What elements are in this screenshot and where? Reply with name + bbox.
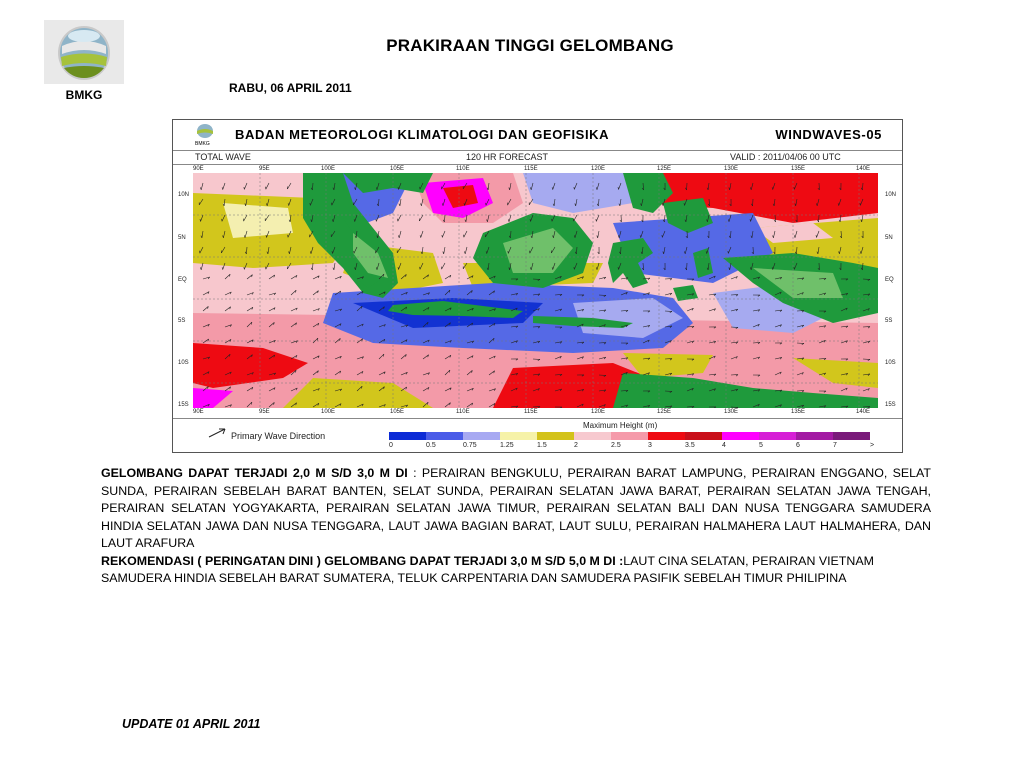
wave-2-3m-areas: : PERAIRAN BENGKULU, PERAIRAN BARAT LAMPUNG, PERAIRAN ENGGANO, SELAT SUNDA, PERAIRAN SEBELAH BARAT BANTEN, SELAT SUNDA, PERAIRAN SELATAN JAWA BARAT, PERAIRAN SELATAN JAWA TENGAH, PERAIRAN SELATAN YOGYAKARTA, PERAIRAN SELATAN JAWA TIMUR, PERAIRAN SELATAN BALI DAN NUSA TENGGARA SAMUDERA HINDIA SELATAN JAWA DAN NUSA TENGGARA, LAUT JAWA BAGIAN BARAT, LAUT SULU, PERAIRAN HALMAHERA LAUT HALMAHERA, DAN LAUT ARAFURA — [101, 466, 931, 550]
wave-height-field — [193, 173, 878, 408]
lon-label: 90E — [193, 166, 204, 172]
lon-label: 125E — [657, 409, 672, 415]
lon-label: 105E — [390, 409, 405, 415]
lon-label: 115E — [524, 409, 538, 415]
wave-direction-arrow-icon — [207, 427, 229, 439]
page-title: PRAKIRAAN TINGGI GELOMBANG — [386, 36, 674, 55]
legend-swatch — [611, 432, 648, 440]
lon-label: 90E — [193, 409, 204, 415]
lon-label: 120E — [591, 409, 606, 415]
lat-label: 10S — [178, 360, 189, 366]
legend-swatch — [685, 432, 722, 440]
paragraph-warning — [101, 553, 931, 571]
legend-tick-label: 3 — [648, 442, 652, 449]
forecast-date: RABU, 06 APRIL 2011 — [229, 81, 352, 95]
lon-label: 135E — [791, 409, 806, 415]
mini-logo-label: BMKG — [195, 141, 210, 147]
bmkg-logo — [44, 20, 124, 84]
legend-swatch — [537, 432, 574, 440]
forecast-text — [101, 465, 931, 588]
legend-swatch — [389, 432, 426, 440]
lon-label: 110E — [456, 166, 470, 172]
mini-bmkg-logo-icon — [193, 123, 217, 141]
lat-label: 15S — [885, 402, 896, 408]
legend-title: Maximum Height (m) — [583, 421, 658, 430]
legend-color-bar — [389, 432, 870, 440]
legend-tick-label: 5 — [759, 442, 763, 449]
legend-tick-label: 1.25 — [500, 442, 514, 449]
lat-label: 10N — [885, 192, 897, 198]
lon-label: 95E — [259, 409, 270, 415]
lon-label: 125E — [657, 166, 672, 172]
forecast-caption: 120 HR FORECAST — [466, 152, 549, 162]
legend-swatch — [648, 432, 685, 440]
product-name: WINDWAVES-05 — [775, 127, 882, 142]
legend-swatch — [759, 432, 796, 440]
logo-label: BMKG — [65, 88, 103, 102]
wave-2-3m-heading: GELOMBANG DAPAT TERJADI 2,0 M S/D 3,0 M DI — [101, 466, 408, 480]
legend-tick-label: > — [870, 442, 875, 449]
legend-swatch — [722, 432, 759, 440]
lon-label: 115E — [524, 166, 538, 172]
legend-tick-label: 7 — [833, 442, 837, 449]
bmkg-globe-logo — [56, 24, 112, 82]
legend-swatch — [574, 432, 611, 440]
lon-label: 95E — [259, 166, 270, 172]
lon-label: 130E — [724, 166, 739, 172]
legend-swatch — [426, 432, 463, 440]
legend-tick-label: 3.5 — [685, 442, 695, 449]
legend-swatch — [833, 432, 870, 440]
legend-tick-label: 4 — [722, 442, 726, 449]
lon-label: 135E — [791, 166, 806, 172]
legend-tick-label: 0.75 — [463, 442, 477, 449]
valid-caption: VALID : 2011/04/06 00 UTC — [730, 152, 841, 162]
lon-label: 100E — [321, 409, 336, 415]
lon-label: 120E — [591, 166, 606, 172]
lat-label: 15S — [178, 402, 189, 408]
lon-label: 140E — [856, 166, 871, 172]
warning-heading: REKOMENDASI ( PERINGATAN DINI ) GELOMBANG DAPAT TERJADI 3,0 M S/D 5,0 M DI : — [101, 553, 624, 568]
legend-tick-label: 6 — [796, 442, 800, 449]
legend-tick-label: 1.5 — [537, 442, 547, 449]
lat-label: 10N — [178, 192, 190, 198]
legend-swatch — [796, 432, 833, 440]
legend-swatch — [463, 432, 500, 440]
legend-tick-label: 0.5 — [426, 442, 436, 449]
legend-tick-label: 2 — [574, 442, 578, 449]
paragraph-warning-areas-2: SAMUDERA HINDIA SEBELAH BARAT SUMATERA, TELUK CARPENTARIA DAN SAMUDERA PASIFIK SEBELAH TIMUR PHILIPINA — [101, 571, 847, 585]
legend-tick-label: 0 — [389, 442, 393, 449]
lat-label: 5N — [885, 235, 893, 241]
warning-areas: LAUT CINA SELATAN, PERAIRAN VIETNAM — [623, 553, 874, 568]
lon-label: 105E — [390, 166, 405, 172]
lon-label: 110E — [456, 409, 470, 415]
wave-forecast-map — [172, 119, 903, 453]
lat-label: 5N — [178, 235, 186, 241]
legend-tick-label: 2.5 — [611, 442, 621, 449]
lat-label: 5S — [885, 318, 893, 324]
map-subheader — [173, 151, 902, 165]
total-wave-caption: TOTAL WAVE — [195, 152, 251, 162]
lat-label: 5S — [178, 318, 186, 324]
map-legend — [173, 418, 902, 453]
paragraph-wave-2-3m — [101, 465, 931, 553]
lat-label: 10S — [885, 360, 896, 366]
legend-direction-label: Primary Wave Direction — [231, 431, 326, 441]
update-date: UPDATE 01 APRIL 2011 — [122, 717, 261, 731]
lon-label: 100E — [321, 166, 336, 172]
agency-name: BADAN METEOROLOGI KLIMATOLOGI DAN GEOFISIKA — [235, 127, 610, 142]
map-header — [173, 120, 902, 151]
lat-label: EQ — [178, 277, 187, 283]
legend-swatch — [500, 432, 537, 440]
lat-label: EQ — [885, 277, 894, 283]
lon-label: 130E — [724, 409, 739, 415]
lon-label: 140E — [856, 409, 871, 415]
